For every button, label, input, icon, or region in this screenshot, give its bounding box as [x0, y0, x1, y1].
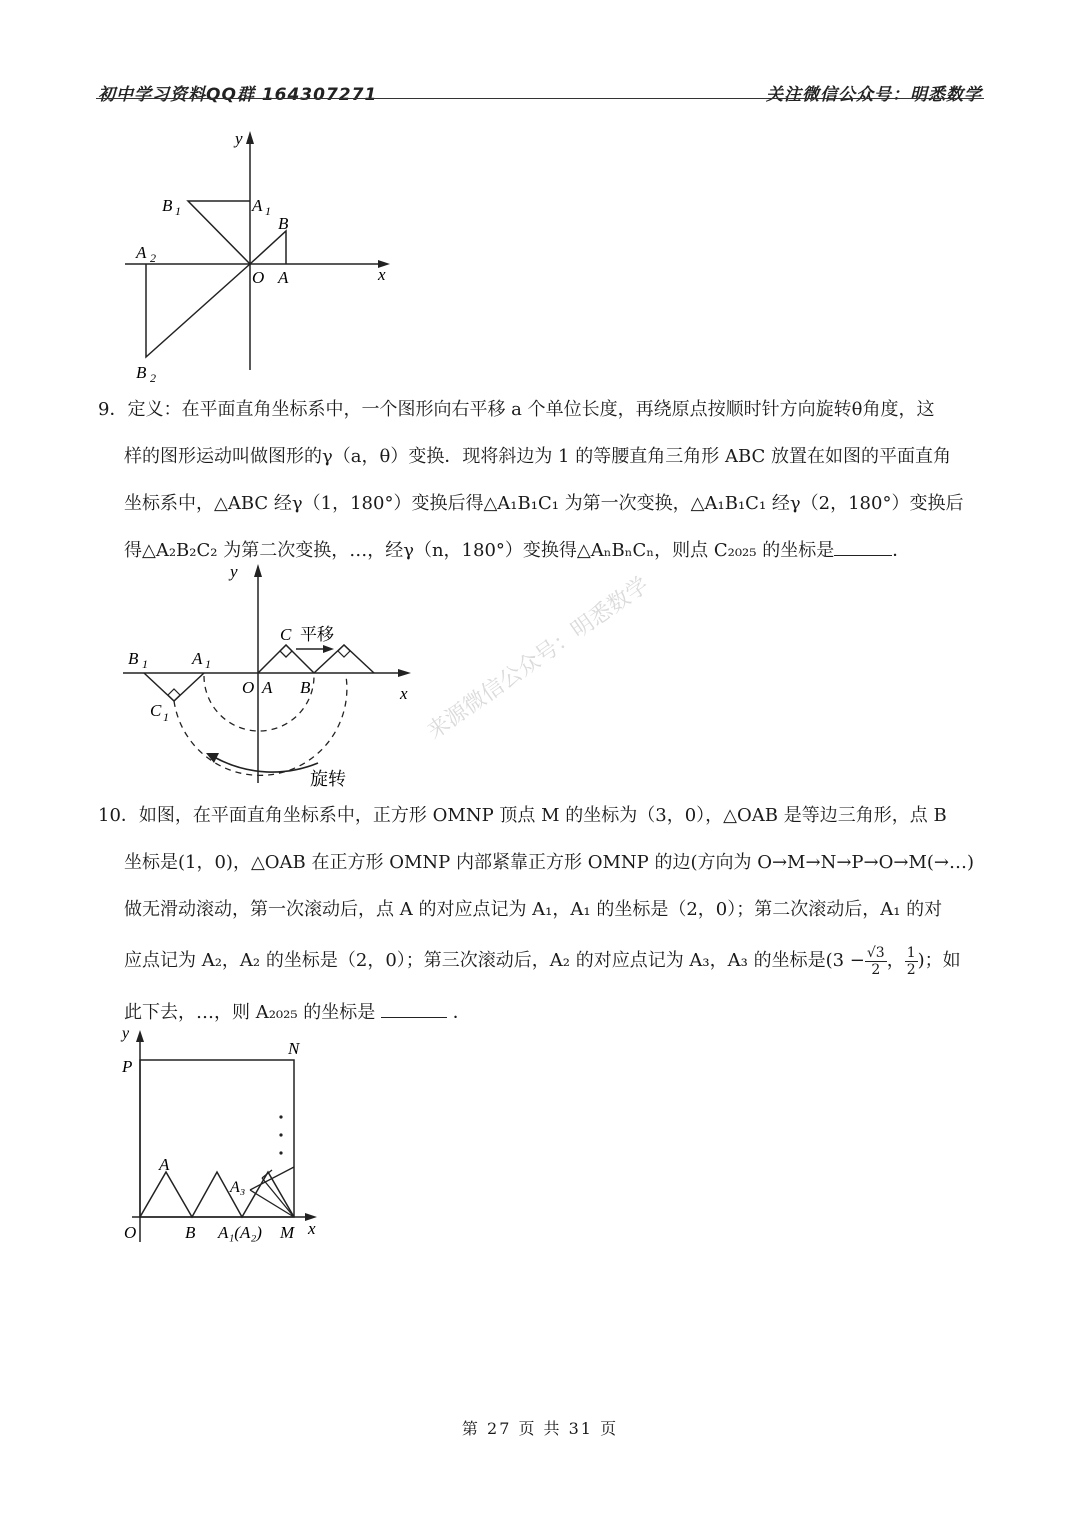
q10-line-1: 如图，在平面直角坐标系中，正方形 OMNP 顶点 M 的坐标为（3，0），△OAB 是等边三角形，点 B: [138, 805, 947, 826]
fig1-a-label: A: [278, 268, 289, 287]
fig2-translate-label: 平移: [300, 625, 334, 644]
question-9: [98, 386, 984, 574]
q9-answer-blank: [834, 555, 892, 556]
figure-3-rolling-triangle: [112, 1020, 342, 1254]
header-divider: [96, 98, 984, 99]
page-number-footer: 第 27 页 共 31 页: [461, 1419, 619, 1438]
fig2-b-label: B: [300, 678, 311, 697]
q10-number: 10．: [98, 805, 139, 826]
q9-number: 9．: [98, 399, 128, 420]
fig2-y-label: y: [230, 562, 238, 581]
q10-end: ．: [452, 1002, 471, 1023]
q10-fraction-1-over-2: $\frac{1}{2}$: [906, 944, 916, 978]
fig2-a1-label: A: [192, 649, 203, 668]
fig3-n-label: N: [288, 1039, 300, 1058]
figure-1-reflection: [120, 125, 410, 399]
fig3-b-label: B: [185, 1223, 196, 1242]
fig3-a1a2-label: A₁(A₂): [218, 1223, 262, 1242]
q9-line-1: 定义：在平面直角坐标系中，一个图形向右平移 a 个单位长度，再绕原点按顺时针方向旋转θ角度，这: [127, 399, 935, 420]
fig1-y-label: y: [235, 129, 243, 148]
fig1-x-label: x: [378, 265, 386, 284]
q9-line-3: 坐标系中，△ABC 经γ（1，180°）变换后得△A₁B₁C₁ 为第一次变换，△A₁B₁C₁ 经γ（2，180°）变换后: [124, 493, 964, 514]
fig3-y-label: y: [122, 1025, 130, 1042]
question-10: [98, 792, 984, 1036]
fig2-x-label: x: [400, 684, 408, 703]
fig3-a3-label: A₃: [230, 1179, 246, 1196]
q10-fraction-sqrt3-over-2: $\frac{√3}{2}$: [866, 944, 885, 978]
header-right-text: 关注微信公众号：明悉数学: [766, 85, 982, 105]
fig2-o-label: O: [242, 678, 255, 697]
watermark: 来源微信公众号：明悉数学: [422, 572, 654, 745]
fig1-b2-label: B: [136, 363, 147, 382]
fig2-rotate-label: 旋转: [310, 769, 346, 789]
q10-line-2: 坐标是(1，0)，△OAB 在正方形 OMNP 内部紧靠正方形 OMNP 的边(方向为 O→M→N→P→O→M(→…): [124, 852, 974, 873]
fig3-m-label: M: [280, 1223, 295, 1242]
fig2-c1-sub: 1: [163, 710, 169, 724]
fig2-a1-sub: 1: [205, 657, 211, 671]
q10-comma: ，: [886, 950, 905, 971]
q10-line-4b: )；如: [917, 950, 961, 971]
fig2-b1-sub: 1: [142, 657, 148, 671]
header-left-text: 初中学习资料QQ群 164307271: [98, 85, 378, 105]
q10-answer-blank: [381, 1017, 447, 1018]
fig2-c-label: C: [280, 625, 292, 644]
fig1-a2-sub: 2: [150, 251, 156, 265]
fig1-a2-label: A: [136, 243, 147, 262]
fig1-b2-sub: 2: [150, 371, 156, 385]
fig1-b-label: B: [278, 214, 289, 233]
fig2-c1-label: C: [150, 701, 162, 720]
q10-line-3: 做无滑动滚动，第一次滚动后，点 A 的对应点记为 A₁，A₁ 的坐标是（2，0）；第二次滚动后，A₁ 的对: [124, 899, 943, 920]
fig1-a1-label: A: [252, 196, 263, 215]
fig3-p-label: P: [122, 1057, 133, 1076]
fig3-a-label: A: [159, 1155, 170, 1174]
q10-line-5: 此下去，…，则 A₂₀₂₅ 的坐标是: [124, 1002, 376, 1023]
q10-line-4a: 应点记为 A₂，A₂ 的坐标是（2，0）；第三次滚动后，A₂ 的对应点记为 A₃，A₃ 的坐标是(3 −: [124, 950, 865, 971]
fig1-a1-sub: 1: [265, 204, 271, 218]
q9-end: ．: [892, 540, 911, 561]
fig1-b1-sub: 1: [175, 204, 181, 218]
q9-line-2: 样的图形运动叫做图形的γ（a，θ）变换．现将斜边为 1 的等腰直角三角形 ABC 放置在如图的平面直角: [124, 446, 951, 467]
fig1-b1-label: B: [162, 196, 173, 215]
fig1-o-label: O: [252, 268, 265, 287]
fig3-o-label: O: [124, 1223, 137, 1242]
fig3-x-label: x: [308, 1219, 316, 1238]
fig2-a-label: A: [262, 678, 273, 697]
fig2-b1-label: B: [128, 649, 139, 668]
figure-2-transform: [118, 558, 428, 797]
q9-line-4: 得△A₂B₂C₂ 为第二次变换，…，经γ（n，180°）变换得△AₙBₙCₙ，则点 C₂₀₂₅ 的坐标是: [124, 540, 835, 561]
